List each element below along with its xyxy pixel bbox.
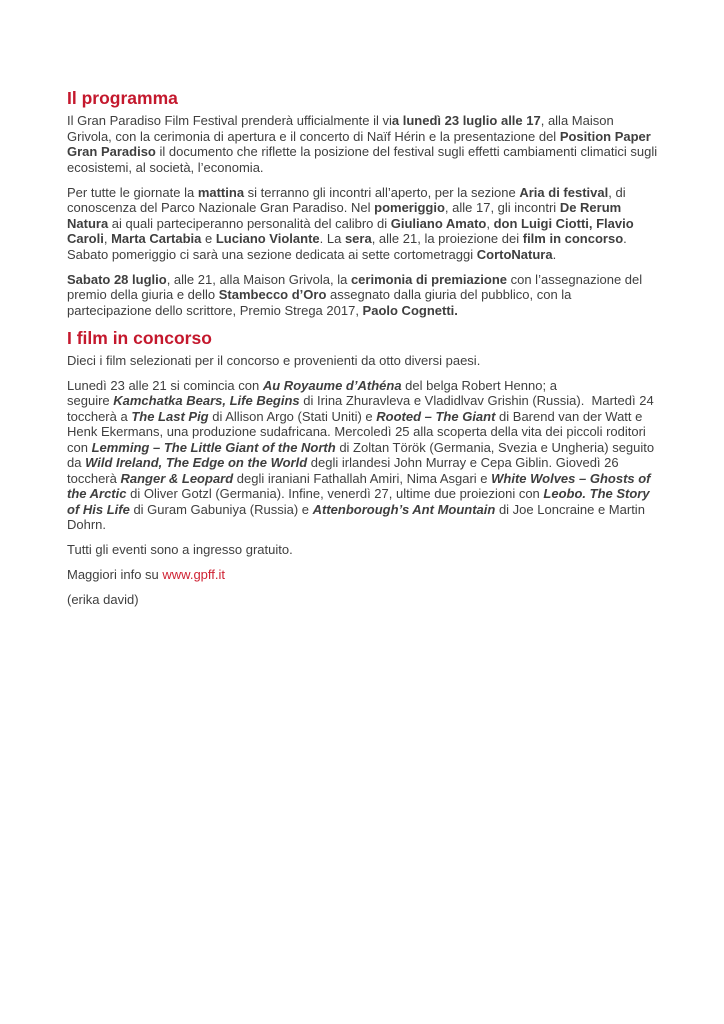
bold-text: Aria di festival (519, 184, 609, 200)
body-text: di Allison Argo (Stati Uniti) e (208, 408, 377, 424)
body-text: di Barend van der Watt e Henk Ekermans, una produzione sudafricana. Mercoledì 25 alla scoperta della vita dei piccoli roditori con (67, 408, 646, 455)
bold-text: Marta Cartabia (111, 231, 202, 246)
body-text: di Irina Zhuravleva e Vladidlvav Grishin (Russia). Martedì 24 toccherà a (67, 393, 654, 424)
film-title-text: The Last Pig (131, 408, 209, 424)
bold-text: cerimonia di premiazione (350, 271, 507, 287)
body-text: (erika david) (67, 592, 139, 607)
heading-il-programma: Il programma (67, 88, 178, 108)
body-text: di Joe Loncraine e Martin Dohrn. (67, 501, 645, 532)
film-title-text: Ranger & Leopard (120, 470, 234, 486)
body-text: il documento che riflette la posizione del festival sugli effetti cambiamenti climatici sugli ecosistemi, al società, l’economia. (67, 144, 658, 175)
body-text: . La (319, 231, 345, 246)
body-text: e (201, 231, 216, 246)
bold-text: Luciano Violante (215, 231, 320, 246)
film-title-text: Au Royaume d’Athéna (262, 377, 402, 393)
bold-text: De Rerum Natura (67, 200, 622, 231)
film-title-text: Attenborough’s Ant Mountain (312, 501, 496, 517)
paragraph-films-schedule (67, 378, 659, 533)
body-text: di Guram Gabuniya (Russia) e (129, 501, 313, 517)
body-text: si terranno gli incontri all’aperto, per la sezione (244, 184, 520, 200)
bold-text: mattina (197, 184, 245, 200)
bold-text: Stambecco d’Oro (218, 287, 327, 302)
body-text: seguire (67, 393, 114, 408)
paragraph-free-entry (67, 542, 659, 558)
body-text: . (552, 246, 557, 262)
body-text: Dieci i film selezionati per il concorso e provenienti da otto diversi paesi. (67, 352, 481, 368)
paragraph-films-intro (67, 353, 659, 369)
body-text: Per tutte le giornate la (67, 184, 198, 200)
body-text: , (486, 215, 494, 231)
bold-text: a lunedì 23 luglio alle 17 (391, 113, 541, 128)
body-text: Maggiori info su (67, 567, 163, 582)
body-text: di Zoltan Török (Germania, Svezia e Ungheria) seguito da (67, 439, 655, 470)
bold-text: sera (344, 231, 372, 246)
body-text: degli iraniani Fathallah Amiri, Nima Asgari e (233, 470, 492, 486)
body-text: di Oliver Gotzl (Germania). Infine, venerdì 27, ultime due proiezioni con (126, 486, 544, 501)
body-text: . Sabato pomeriggio ci sarà una sezione dedicata ai sette cortometraggi (67, 231, 627, 262)
film-title-text: Leobo. The Story of His Life (67, 486, 650, 517)
document-body (67, 88, 659, 608)
paragraph-author-credit (67, 592, 659, 608)
body-text: , alle 21, la proiezione dei (371, 231, 523, 246)
bold-text: film in concorso (522, 231, 624, 246)
film-title-text: White Wolves – Ghosts of the Arctic (67, 470, 651, 501)
film-title-text: Rooted – The Giant (376, 408, 496, 424)
bold-text: pomeriggio (374, 200, 445, 215)
film-title-text: Wild Ireland, The Edge on the World (85, 455, 308, 470)
body-text: , (103, 231, 112, 246)
paragraph-opening-ceremony (67, 113, 659, 175)
body-text: , di conoscenza del Parco Nazionale Gran Paradiso. Nel (67, 184, 626, 215)
paragraph-daily-schedule (67, 185, 659, 263)
bold-text: Paolo Cognetti. (362, 302, 458, 318)
body-text: Il Gran Paradiso Film Festival prenderà ufficialmente il vi (67, 113, 392, 128)
body-text: del belga Robert Henno; a (401, 377, 557, 393)
film-title-text: Lemming – The Little Giant of the North (91, 439, 336, 455)
body-text: ai quali parteciperanno personalità del calibro di (108, 215, 391, 231)
body-text: degli irlandesi John Murray e Cepa Giblin. Giovedì 26 toccherà (67, 455, 619, 486)
paragraph-award-ceremony (67, 272, 659, 319)
body-text: con l’assegnazione del premio della giuria e dello (67, 271, 643, 302)
body-text: , alle 17, gli incontri (444, 200, 560, 215)
body-text: Tutti gli eventi sono a ingresso gratuito. (67, 542, 293, 557)
bold-text: Position Paper Gran Paradiso (67, 128, 651, 159)
bold-text: CortoNatura (476, 246, 553, 262)
bold-text: Giuliano Amato (390, 215, 487, 231)
body-text: , alle 21, alla Maison Grivola, la (166, 271, 351, 287)
body-text: assegnato dalla giuria del pubblico, con la partecipazione dello scrittore, Premio Strega 2017, (67, 287, 572, 318)
film-title-text: Kamchatka Bears, Life Begins (113, 393, 300, 408)
heading-i-film-in-concorso: I film in concorso (67, 327, 212, 348)
bold-text: Sabato 28 luglio (67, 271, 167, 287)
gpff-link[interactable]: www.gpff.it (162, 567, 226, 582)
body-text: , alla Maison Grivola, con la cerimonia di apertura e il concerto di Naïf Hérin e la presentazione del (67, 113, 614, 144)
paragraph-more-info (67, 567, 659, 583)
body-text: Lunedì 23 alle 21 si comincia con (67, 377, 263, 393)
bold-text: don Luigi Ciotti, Flavio Caroli (67, 215, 634, 246)
